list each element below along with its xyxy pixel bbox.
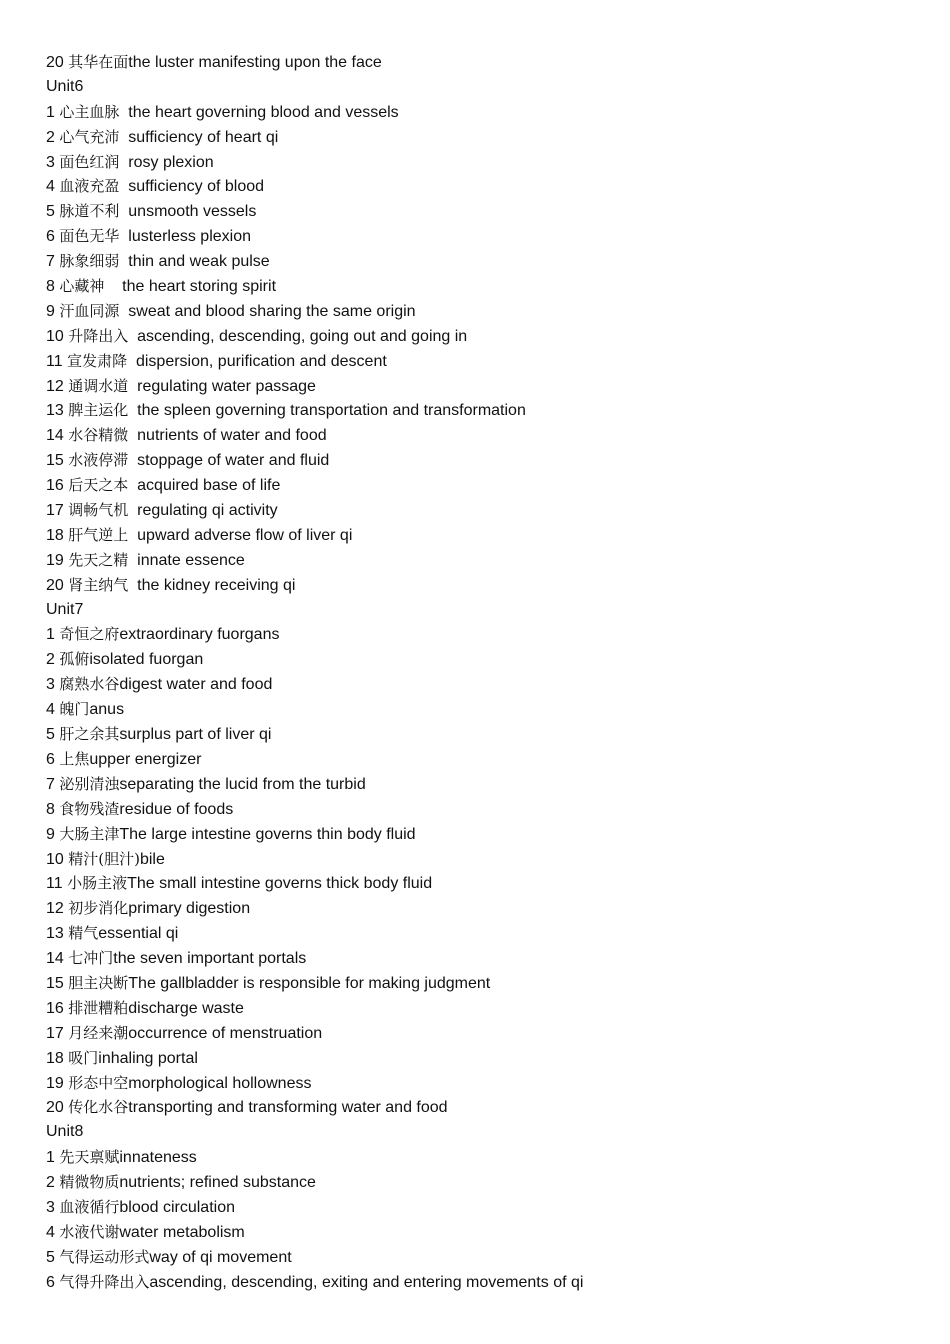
- vocabulary-entry: [46, 1195, 930, 1220]
- vocabulary-entry: [46, 772, 930, 797]
- entry-number: 5: [46, 726, 55, 744]
- entry-chinese-term: 宣发肃降: [67, 351, 128, 370]
- vocabulary-entry: [46, 573, 930, 598]
- entry-chinese-term: 食物残渣: [59, 799, 120, 818]
- entry-chinese-term: 其华在面: [68, 53, 129, 71]
- entry-english-translation: discharge waste: [128, 999, 244, 1017]
- entry-chinese-term: 面色红润: [59, 152, 120, 171]
- entry-number: 19: [46, 1074, 64, 1092]
- vocabulary-entry: [46, 423, 930, 448]
- vocabulary-entry: [46, 274, 930, 299]
- entry-chinese-term: 精微物质: [59, 1173, 120, 1192]
- entry-number: 6: [46, 750, 55, 768]
- entry-chinese-term: 气得运动形式: [59, 1247, 150, 1266]
- vocabulary-entry: [46, 398, 930, 423]
- entry-number: 3: [46, 153, 55, 171]
- vocabulary-entry: [46, 473, 930, 498]
- vocabulary-entry: [46, 448, 930, 473]
- entry-chinese-term: 精气: [68, 924, 99, 943]
- entry-number: 5: [46, 1248, 55, 1266]
- vocabulary-entry: [46, 1021, 930, 1046]
- entry-number: 16: [46, 999, 64, 1017]
- vocabulary-entry: [46, 921, 930, 946]
- entry-chinese-term: 肝之余其: [59, 725, 120, 744]
- entry-chinese-term: 吸门: [68, 1048, 99, 1067]
- entry-number: 13: [46, 925, 64, 943]
- entry-number: 4: [46, 178, 55, 196]
- entry-english-translation: lusterless plexion: [119, 228, 251, 246]
- entry-english-translation: thin and weak pulse: [119, 253, 270, 271]
- entry-chinese-term: 先天禀赋: [59, 1148, 120, 1167]
- entry-english-translation: anus: [89, 701, 125, 719]
- entry-number: 4: [46, 1223, 55, 1241]
- entry-english-translation: the luster manifesting upon the face: [128, 54, 382, 71]
- entry-number: 8: [46, 800, 55, 818]
- entry-chinese-term: 传化水谷: [68, 1098, 129, 1117]
- entry-number: 11: [46, 352, 63, 370]
- entry-number: 7: [46, 775, 55, 793]
- vocabulary-entry: [46, 1071, 930, 1096]
- vocabulary-entry: [46, 1170, 930, 1195]
- entry-chinese-term: 形态中空: [68, 1073, 129, 1092]
- entry-number: 1: [46, 1149, 55, 1167]
- vocabulary-entry: [46, 199, 930, 224]
- vocabulary-entry: [46, 249, 930, 274]
- entry-number: 20: [46, 576, 64, 594]
- entry-number: 18: [46, 1049, 64, 1067]
- vocabulary-entry: [46, 971, 930, 996]
- unit-heading-text: Unit8: [46, 1123, 84, 1141]
- entry-chinese-term: 升降出入: [68, 326, 129, 345]
- entry-english-translation: primary digestion: [128, 900, 251, 918]
- entry-number: 14: [46, 427, 64, 445]
- entry-english-translation: the heart governing blood and vessels: [119, 103, 399, 121]
- entry-chinese-term: 上焦: [59, 749, 90, 768]
- entry-english-translation: acquired base of life: [128, 477, 281, 495]
- vocabulary-entry: [46, 523, 930, 548]
- entry-chinese-term: 排泄糟粕: [68, 998, 129, 1017]
- entry-number: 2: [46, 651, 55, 669]
- entry-english-translation: upper energizer: [89, 750, 202, 768]
- vocabulary-entry: [46, 1145, 930, 1170]
- entry-chinese-term: 血液充盈: [59, 177, 120, 196]
- entry-chinese-term: 初步消化: [68, 899, 129, 918]
- entry-chinese-term: 面色无华: [59, 227, 120, 246]
- vocabulary-entry: [46, 299, 930, 324]
- vocabulary-entry: [46, 896, 930, 921]
- entry-chinese-term: 气得升降出入: [59, 1272, 150, 1291]
- entry-number: 2: [46, 128, 55, 146]
- entry-number: 10: [46, 850, 64, 868]
- entry-english-translation: separating the lucid from the turbid: [119, 775, 366, 793]
- vocabulary-entry: [46, 847, 930, 872]
- entry-number: 9: [46, 302, 55, 320]
- entry-english-translation: rosy plexion: [119, 153, 214, 171]
- entry-chinese-term: 肾主纳气: [68, 575, 129, 594]
- entry-number: 2: [46, 1174, 55, 1192]
- entry-english-translation: sufficiency of blood: [119, 178, 265, 196]
- entry-english-translation: The large intestine governs thin body fluid: [119, 825, 416, 843]
- entry-chinese-term: 汗血同源: [59, 301, 120, 320]
- entry-number: 17: [46, 1024, 64, 1042]
- entry-english-translation: essential qi: [98, 925, 179, 943]
- entry-number: 1: [46, 626, 55, 644]
- entry-english-translation: isolated fuorgan: [89, 651, 204, 669]
- entry-english-translation: stoppage of water and fluid: [128, 452, 330, 470]
- unit-heading-text: Unit6: [46, 77, 84, 95]
- entry-number: 10: [46, 327, 64, 345]
- entry-chinese-term: 先天之精: [68, 550, 129, 569]
- entry-chinese-term: 心藏神: [59, 277, 105, 296]
- entry-number: 11: [46, 875, 63, 893]
- vocabulary-entry: [46, 1095, 930, 1120]
- entry-number: 12: [46, 377, 64, 395]
- entry-number: 13: [46, 402, 64, 420]
- entry-number: 1: [46, 103, 55, 121]
- entry-chinese-term: 肝气逆上: [68, 525, 129, 544]
- entry-english-translation: bile: [139, 850, 165, 868]
- entry-chinese-term: 精汁(胆汁): [68, 849, 140, 868]
- entry-english-translation: The small intestine governs thick body fluid: [127, 875, 433, 893]
- vocabulary-entry: [46, 672, 930, 697]
- vocabulary-entry: [46, 747, 930, 772]
- entry-chinese-term: 胆主决断: [68, 973, 129, 992]
- entry-chinese-term: 腐熟水谷: [59, 675, 120, 694]
- vocabulary-entry: [46, 822, 930, 847]
- vocabulary-entry: [46, 374, 930, 399]
- entry-number: 15: [46, 974, 64, 992]
- vocabulary-entry: [46, 697, 930, 722]
- entry-english-translation: residue of foods: [119, 800, 234, 818]
- entry-english-translation: innate essence: [128, 551, 245, 569]
- entry-english-translation: transporting and transforming water and food: [128, 1099, 448, 1117]
- entry-number: 8: [46, 278, 55, 296]
- entry-number: 17: [46, 502, 64, 520]
- entry-chinese-term: 水液停滞: [68, 451, 129, 470]
- vocabulary-entry: [46, 174, 930, 199]
- entry-number: 20: [46, 54, 64, 71]
- vocabulary-entry: [46, 324, 930, 349]
- entry-english-translation: ascending, descending, going out and going in: [128, 327, 468, 345]
- vocabulary-entry: [46, 100, 930, 125]
- entry-english-translation: regulating qi activity: [128, 502, 278, 520]
- entry-chinese-term: 水谷精微: [68, 426, 129, 445]
- vocabulary-entry: [46, 224, 930, 249]
- vocabulary-entry: [46, 548, 930, 573]
- entry-english-translation: unsmooth vessels: [119, 203, 257, 221]
- entry-english-translation: the kidney receiving qi: [128, 576, 296, 594]
- entry-english-translation: the spleen governing transportation and transformation: [128, 402, 526, 420]
- entry-english-translation: way of qi movement: [149, 1248, 292, 1266]
- vocabulary-entry: [46, 622, 930, 647]
- entry-number: 19: [46, 551, 64, 569]
- entry-number: 12: [46, 900, 64, 918]
- entry-chinese-term: 脾主运化: [68, 401, 129, 420]
- entry-chinese-term: 大肠主津: [59, 824, 120, 843]
- unit-heading: [46, 598, 930, 623]
- entry-english-translation: dispersion, purification and descent: [127, 352, 387, 370]
- vocabulary-entry: [46, 150, 930, 175]
- entry-english-translation: digest water and food: [119, 676, 273, 694]
- unit-heading-text: Unit7: [46, 600, 84, 618]
- entry-english-translation: regulating water passage: [128, 377, 316, 395]
- entry-chinese-term: 血液循行: [59, 1197, 120, 1216]
- entry-english-translation: ascending, descending, exiting and entering movements of qi: [149, 1273, 584, 1291]
- entry-chinese-term: 泌别清浊: [59, 774, 120, 793]
- entry-chinese-term: 后天之本: [68, 476, 129, 495]
- entry-chinese-term: 调畅气机: [68, 501, 129, 520]
- entry-number: 20: [46, 1099, 64, 1117]
- entry-chinese-term: 脉象细弱: [59, 252, 120, 271]
- entry-chinese-term: 奇恒之府: [59, 625, 120, 644]
- entry-chinese-term: 心气充沛: [59, 127, 120, 146]
- entry-english-translation: blood circulation: [119, 1198, 235, 1216]
- entry-number: 6: [46, 1273, 55, 1291]
- entry-chinese-term: 七冲门: [68, 949, 114, 968]
- vocabulary-entry: [46, 871, 930, 896]
- entry-number: 16: [46, 477, 64, 495]
- entry-english-translation: surplus part of liver qi: [119, 726, 272, 744]
- document-page: [46, 50, 930, 1295]
- entry-english-translation: occurrence of menstruation: [128, 1024, 323, 1042]
- entry-english-translation: water metabolism: [119, 1223, 245, 1241]
- entry-english-translation: nutrients; refined substance: [119, 1174, 316, 1192]
- entry-number: 5: [46, 203, 55, 221]
- vocabulary-entry: [46, 498, 930, 523]
- vocabulary-entry: [46, 946, 930, 971]
- vocabulary-entry: [46, 349, 930, 374]
- entry-number: 15: [46, 452, 64, 470]
- entry-english-translation: sufficiency of heart qi: [119, 128, 279, 146]
- entry-number: 9: [46, 825, 55, 843]
- entry-english-translation: the seven important portals: [113, 950, 307, 968]
- entry-english-translation: The gallbladder is responsible for making judgment: [128, 974, 491, 992]
- entry-english-translation: sweat and blood sharing the same origin: [119, 302, 416, 320]
- entry-english-translation: the heart storing spirit: [104, 278, 277, 296]
- entry-chinese-term: 月经来潮: [68, 1023, 129, 1042]
- entry-chinese-term: 小肠主液: [67, 874, 128, 893]
- vocabulary-entry: [46, 1245, 930, 1270]
- vocabulary-entry: [46, 1046, 930, 1071]
- entry-chinese-term: 魄门: [59, 700, 90, 719]
- entry-english-translation: morphological hollowness: [128, 1074, 312, 1092]
- entry-number: 7: [46, 253, 55, 271]
- unit-heading: [46, 1120, 930, 1145]
- entry-english-translation: innateness: [119, 1149, 197, 1167]
- vocabulary-entry: [46, 647, 930, 672]
- entry-number: 4: [46, 701, 55, 719]
- entry-chinese-term: 通调水道: [68, 376, 129, 395]
- unit-heading: [46, 75, 930, 100]
- entry-english-translation: nutrients of water and food: [128, 427, 327, 445]
- entry-chinese-term: 脉道不利: [59, 202, 120, 221]
- vocabulary-entry: [46, 125, 930, 150]
- entry-chinese-term: 水液代谢: [59, 1222, 120, 1241]
- vocabulary-entry: [46, 722, 930, 747]
- vocabulary-entry: [46, 797, 930, 822]
- entry-number: 6: [46, 228, 55, 246]
- entry-number: 3: [46, 676, 55, 694]
- entry-chinese-term: 心主血脉: [59, 102, 120, 121]
- entry-chinese-term: 孤俯: [59, 650, 90, 669]
- vocabulary-entry: [46, 50, 930, 75]
- vocabulary-entry: [46, 996, 930, 1021]
- entry-number: 14: [46, 950, 64, 968]
- entry-english-translation: extraordinary fuorgans: [119, 626, 280, 644]
- entry-english-translation: upward adverse flow of liver qi: [128, 526, 353, 544]
- vocabulary-entry: [46, 1270, 930, 1295]
- entry-english-translation: inhaling portal: [98, 1049, 198, 1067]
- vocabulary-entry: [46, 1220, 930, 1245]
- entry-number: 3: [46, 1198, 55, 1216]
- entry-number: 18: [46, 526, 64, 544]
